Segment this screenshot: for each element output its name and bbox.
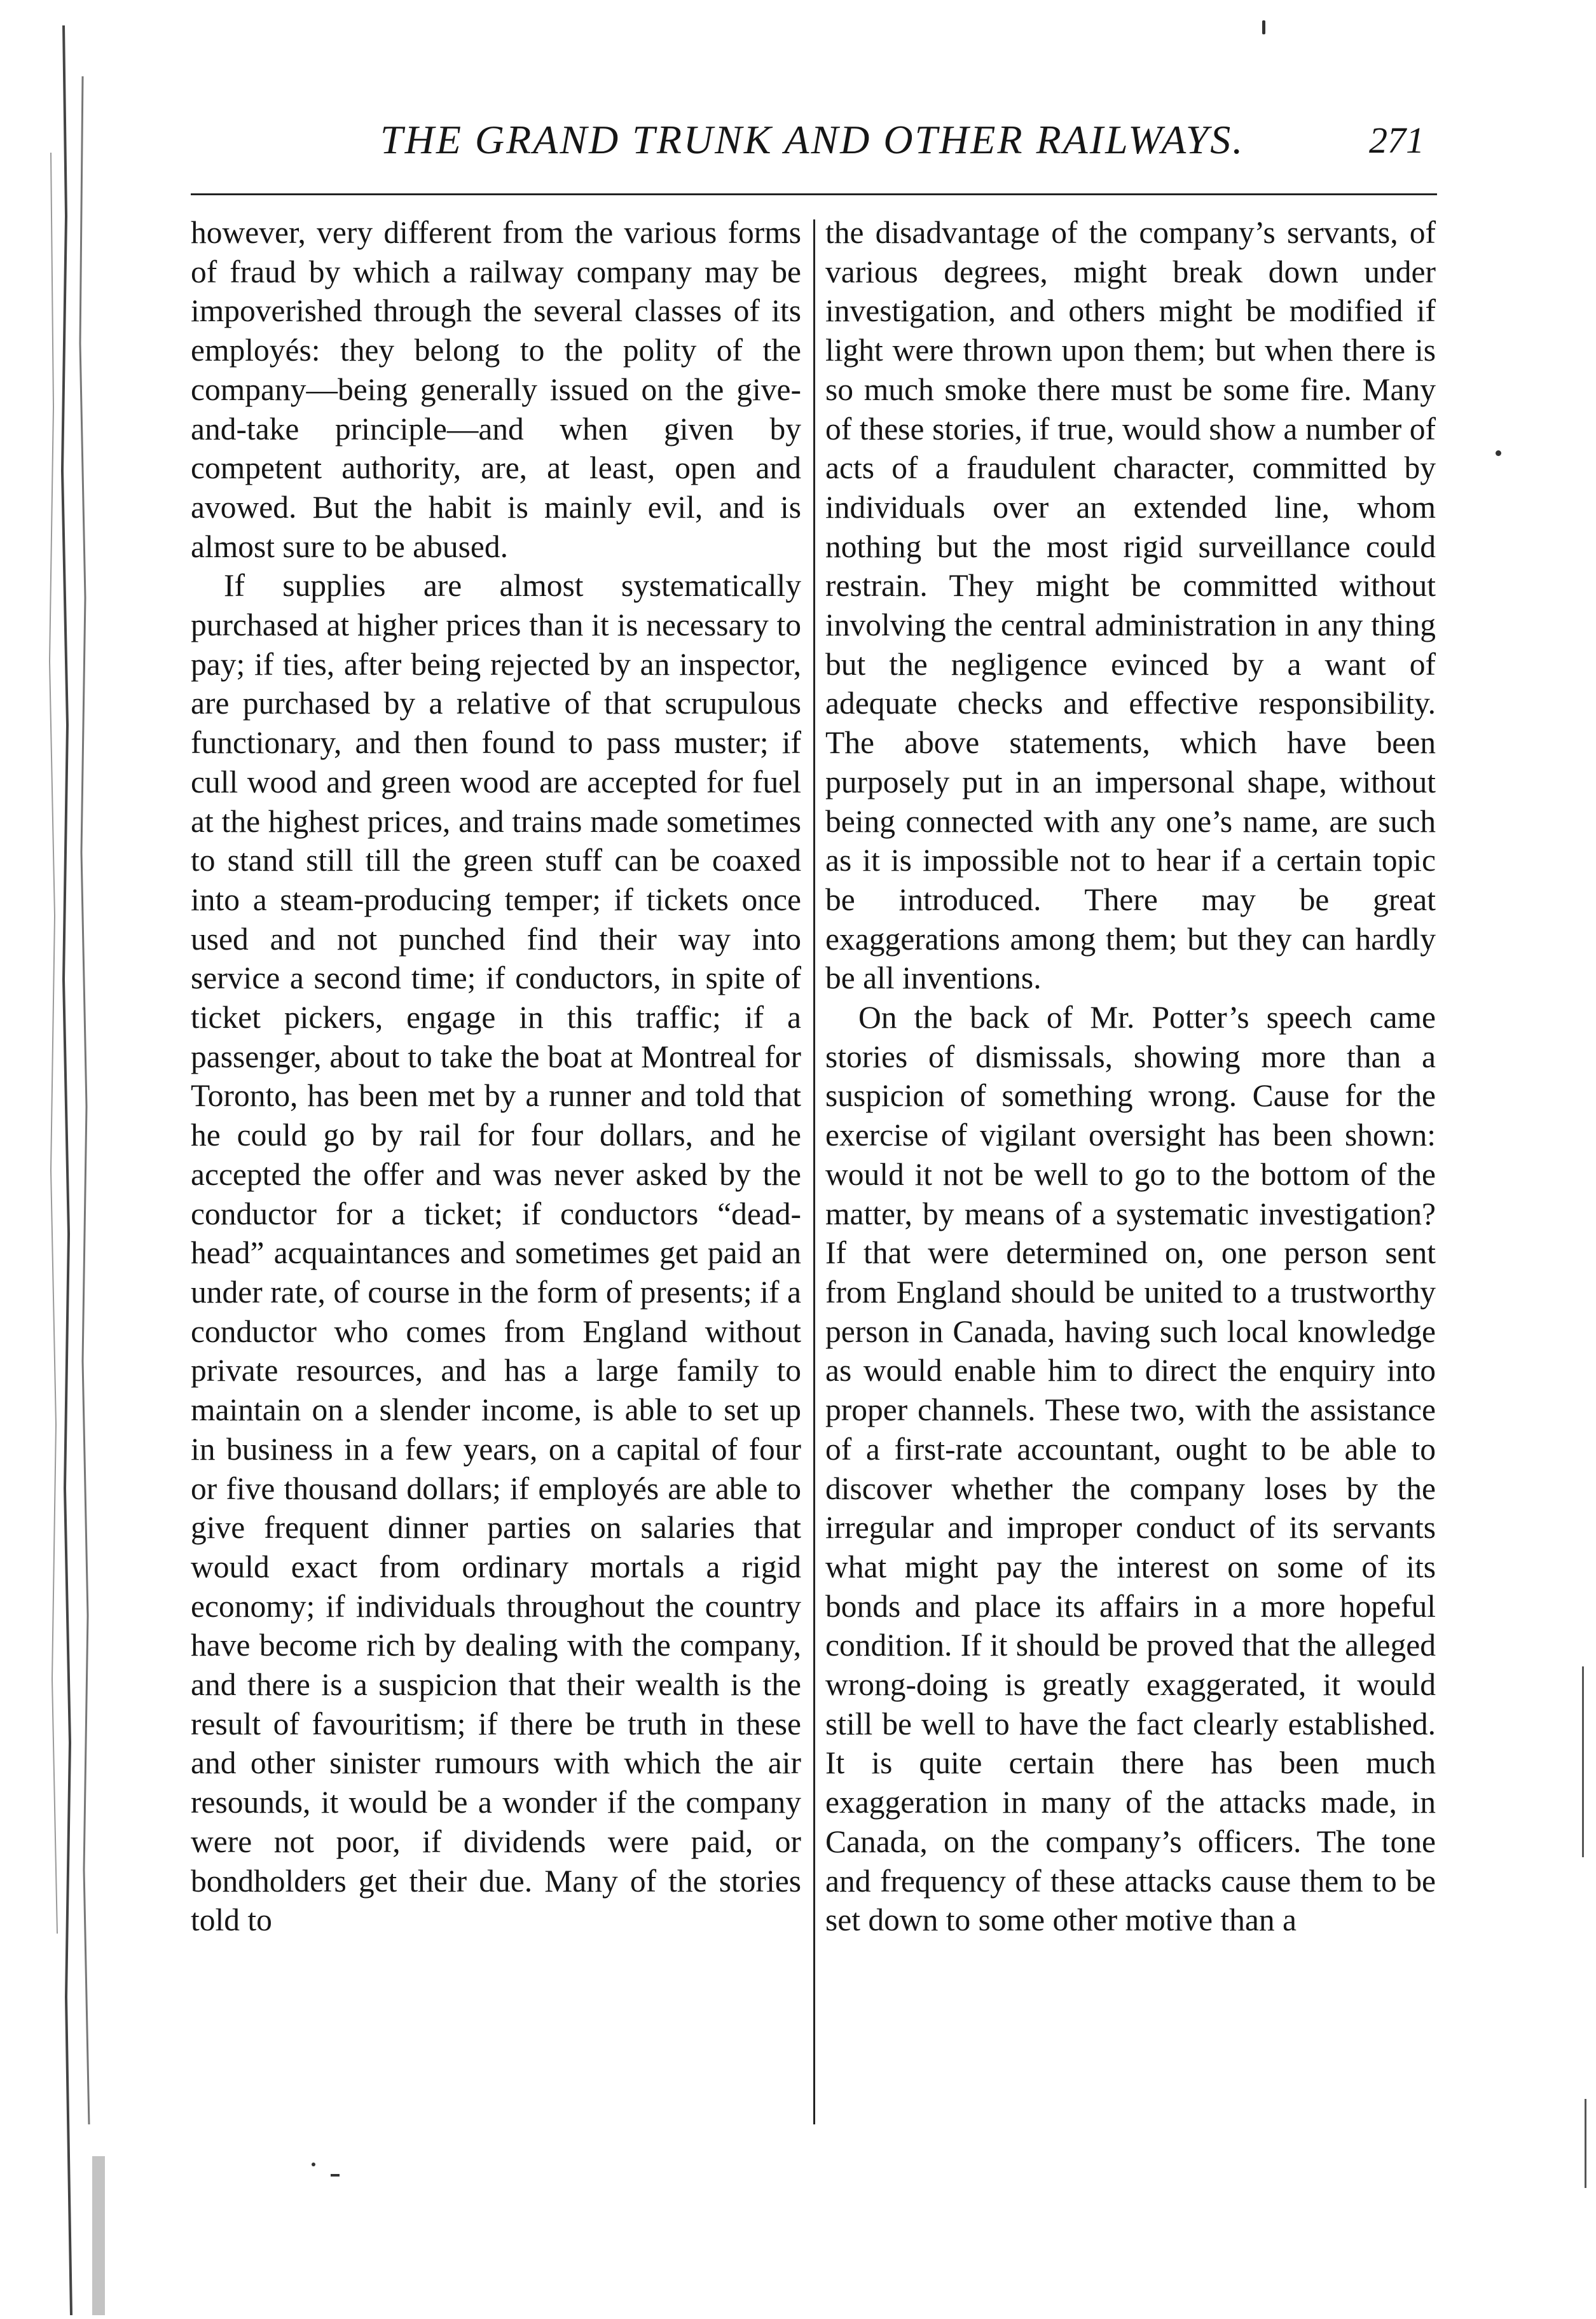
scan-speck <box>331 2174 340 2177</box>
running-title: THE GRAND TRUNK AND OTHER RAILWAYS. <box>380 117 1245 162</box>
left-paragraph-2: If supplies are almost systematically purchased at higher prices than it is necessary to pay; if ties, after being rejected by an inspector, are purchased by a relative of that scrupulous functionary, and then found to pass muster; if cull wood and green wood are accepted for fuel at the highest prices, and trains made sometimes to stand still till the green stuff can be coaxed into a steam-producing temper; if tickets once used and not punched find their way into service a second time; if conductors, in spite of ticket pickers, engage in this traffic; if a passenger, about to take the boat at Montreal for Toronto, has been met by a runner and told that he could go by rail for four dollars, and he accepted the offer and was never asked by the conductor for a ticket; if conductors “dead-head” acquaintances and sometimes get paid an under rate, of course in the form of presents; if a conductor who comes from England without private resources, and has a large family to maintain on a slender income, is able to set up in business in a few years, on a capital of four or five thousand dollars; if employés are able to give frequent dinner parties on salaries that would exact from ordinary mortals a rigid economy; if individuals throughout the country have become rich by dealing with the company, and there is a suspicion that their wealth is the result of favouritism; if there be truth in these and other sinister rumours with which the air resounds, it would be a wonder if the company were not poor, if dividends were paid, or bondholders get their due. Many of the stories told to <box>191 568 801 1938</box>
right-paragraph-2: On the back of Mr. Potter’s speech came stories of dismissals, showing more than a suspicion of something wrong. Cause for the exercise of vigilant oversight has been shown: would it not be well to go to the bottom of the matter, by means of a systematic investigation? If that were determined on, one person sent from England should be united to a trustworthy person in Canada, having such local knowledge as would enable him to direct the enquiry into proper channels. These two, with the assistance of a first-rate accountant, ought to be able to discover whether the company loses by the irregular and improper conduct of its servants what might pay the interest on some of its bonds and place its affairs in a more hopeful condition. If it should be proved that the alleged wrong-doing is greatly exaggerated, it would still be well to have the fact clearly established. It is quite certain there has been much exaggeration in many of the attacks made, in Canada, on the company’s officers. The tone and frequency of these attacks cause them to be set down to some other motive than a <box>825 1000 1436 1938</box>
page-number: 271 <box>1369 120 1424 161</box>
binding-edge-shadow <box>38 25 108 2315</box>
scan-speck <box>312 2163 315 2166</box>
left-column <box>191 213 801 1940</box>
right-column <box>825 213 1436 1940</box>
column-divider <box>813 219 815 2124</box>
right-paragraph-1: the disadvantage of the company’s servants, of various degrees, might break down under investigation, and others might be modified if light were thrown upon them; but when there is so much smoke there must be some fire. Many of these stories, if true, would show a number of acts of a fraudulent character, committed by individuals over an extended line, whom nothing but the most rigid surveillance could restrain. They might be committed without involving the central administration in any thing but the negligence evinced by a want of adequate checks and effective responsibility. The above statements, which have been purposely put in an impersonal shape, without being connected with any one’s name, are such as it is impossible not to hear if a certain topic be introduced. There may be great exaggerations among them; but they can hardly be all inventions. <box>825 215 1436 996</box>
page-edge-mark <box>1585 2099 1586 2188</box>
page-edge-mark <box>1582 1666 1584 1857</box>
scan-speck <box>1496 450 1501 456</box>
header-rule <box>191 193 1437 195</box>
left-paragraph-1: however, very different from the various forms of fraud by which a railway company may be impoverished through the several classes of its employés: they belong to the polity of the company—being generally issued on the give-and-take principle—and when given by competent authority, are, at least, open and avowed. But the habit is mainly evil, and is almost sure to be abused. <box>191 215 801 564</box>
running-header <box>191 117 1437 196</box>
scan-speck <box>1262 20 1265 34</box>
